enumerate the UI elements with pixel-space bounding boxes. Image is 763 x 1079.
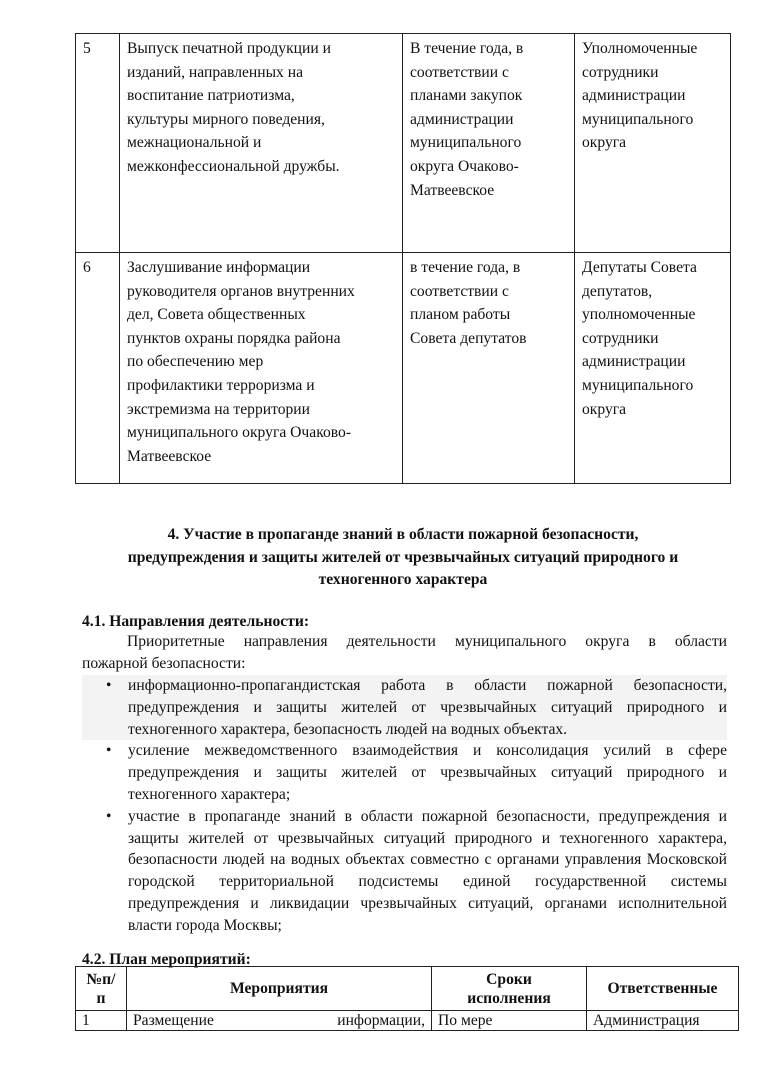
- cell-line: Матвеевское: [410, 181, 495, 199]
- header-event: Мероприятия: [127, 967, 432, 1011]
- term-cell: [403, 34, 575, 253]
- term-cell: По мере: [432, 1011, 587, 1031]
- cell-line: Выпуск печатной продукции и: [127, 40, 331, 57]
- cell-line: уполномоченные: [582, 306, 696, 324]
- cell-line: в течение года, в: [410, 259, 521, 276]
- event-cell: [120, 34, 403, 253]
- header-responsible: Ответственные: [587, 967, 739, 1011]
- bullet-icon: •: [106, 807, 112, 825]
- cell-line: руководителя органов внутренних: [127, 282, 355, 300]
- cell-line: округа: [582, 400, 627, 418]
- list-item: • информационно-пропагандистская работа в области пожарной безопасности, предупреждения и защиты жителей от чрезвычайных ситуаций природного и техногенного характера, безопасность людей на водных объектах.: [82, 675, 727, 740]
- cell-line: межконфессиональной дружбы.: [127, 157, 340, 175]
- header-number: №п/ п: [76, 967, 127, 1011]
- subsection-heading-directions: 4.1. Направления деятельности:: [82, 613, 310, 630]
- cell-line: воспитание патриотизма,: [127, 87, 295, 105]
- list-item: • усиление межведомственного взаимодействия и консолидация усилий в сфере предупреждения и защиты жителей от чрезвычайных ситуаций природного и техногенного характера;: [106, 742, 727, 803]
- cell-line: по обеспечению мер: [127, 353, 264, 371]
- header-term: Сроки исполнения: [432, 967, 587, 1011]
- cell-line: муниципального: [582, 376, 694, 394]
- cell-line: Совета депутатов: [410, 329, 527, 347]
- cell-line: культуры мирного поведения,: [127, 110, 325, 128]
- cell-line: сотрудники: [582, 63, 659, 81]
- cell-line: соответствии с: [410, 63, 509, 81]
- responsible-cell: Администрация: [587, 1011, 739, 1031]
- cell-line: Уполномоченные: [582, 40, 698, 57]
- row-number: 5: [76, 34, 120, 253]
- cell-line: муниципального: [582, 110, 694, 128]
- cell-line: дел, Совета общественных: [127, 306, 306, 324]
- cell-line: муниципального: [410, 134, 522, 152]
- cell-line: В течение года, в: [410, 40, 524, 57]
- cell-line: округа: [582, 134, 627, 152]
- cell-line: сотрудники: [582, 329, 659, 347]
- row-number: 1: [76, 1011, 127, 1031]
- cell-line: планами закупок: [410, 87, 523, 105]
- events-table-continued: [75, 33, 731, 484]
- subsection-heading-plan: 4.2. План мероприятий:: [82, 951, 251, 968]
- cell-line: Матвеевское: [127, 447, 212, 465]
- section-title-line: предупреждения и защиты жителей от чрезвычайных ситуаций природного и: [127, 548, 679, 566]
- directions-list: [82, 675, 727, 937]
- cell-line: депутатов,: [582, 282, 653, 300]
- cell-line: изданий, направленных на: [127, 63, 304, 81]
- cell-line: администрации: [582, 353, 686, 371]
- intro-line: Приоритетные направления деятельности муниципального округа в области: [127, 633, 727, 650]
- cell-line: пунктов охраны порядка района: [127, 329, 341, 347]
- section-title: [75, 524, 731, 592]
- cell-line: округа Очаково-: [410, 157, 519, 175]
- intro-line: пожарной безопасности:: [82, 654, 246, 672]
- section-title-line: 4. Участие в пропаганде знаний в области пожарной безопасности,: [167, 526, 639, 543]
- cell-line: Заслушивание информации: [127, 259, 311, 276]
- cell-line: межнациональной и: [127, 134, 262, 152]
- table-row: [76, 34, 731, 253]
- event-cell: [120, 253, 403, 484]
- term-cell: [403, 253, 575, 484]
- event-cell: Размещение информации,: [127, 1011, 432, 1031]
- section-title-line: техногенного характера: [318, 571, 488, 588]
- cell-line: администрации: [582, 87, 686, 105]
- list-item: • участие в пропаганде знаний в области пожарной безопасности, предупреждения и защиты жителей от чрезвычайных ситуаций природного и техногенного характера, безопасности людей на водных объектах совместно с органами управления Московской городской территориальной подсистемы единой государственной системы предупреждения и ликвидации чрезвычайных ситуаций, органами исполнительной власти города Москвы;: [106, 807, 727, 934]
- table-header-row: [76, 967, 739, 1011]
- cell-line: профилактики терроризма и: [127, 376, 315, 394]
- cell-line: планом работы: [410, 306, 511, 324]
- bullet-icon: •: [106, 677, 112, 694]
- row-number: 6: [76, 253, 120, 484]
- cell-line: администрации: [410, 110, 514, 128]
- intro-paragraph: [82, 631, 727, 674]
- responsible-cell: [575, 34, 731, 253]
- bullet-icon: •: [106, 742, 112, 760]
- plan-table: [75, 966, 739, 1031]
- cell-line: муниципального округа Очаково-: [127, 424, 352, 442]
- table-row: [76, 253, 731, 484]
- cell-line: соответствии с: [410, 282, 509, 300]
- responsible-cell: [575, 253, 731, 484]
- table-row: [76, 1011, 739, 1031]
- cell-line: экстремизма на территории: [127, 400, 310, 418]
- cell-line: Депутаты Совета: [582, 259, 697, 276]
